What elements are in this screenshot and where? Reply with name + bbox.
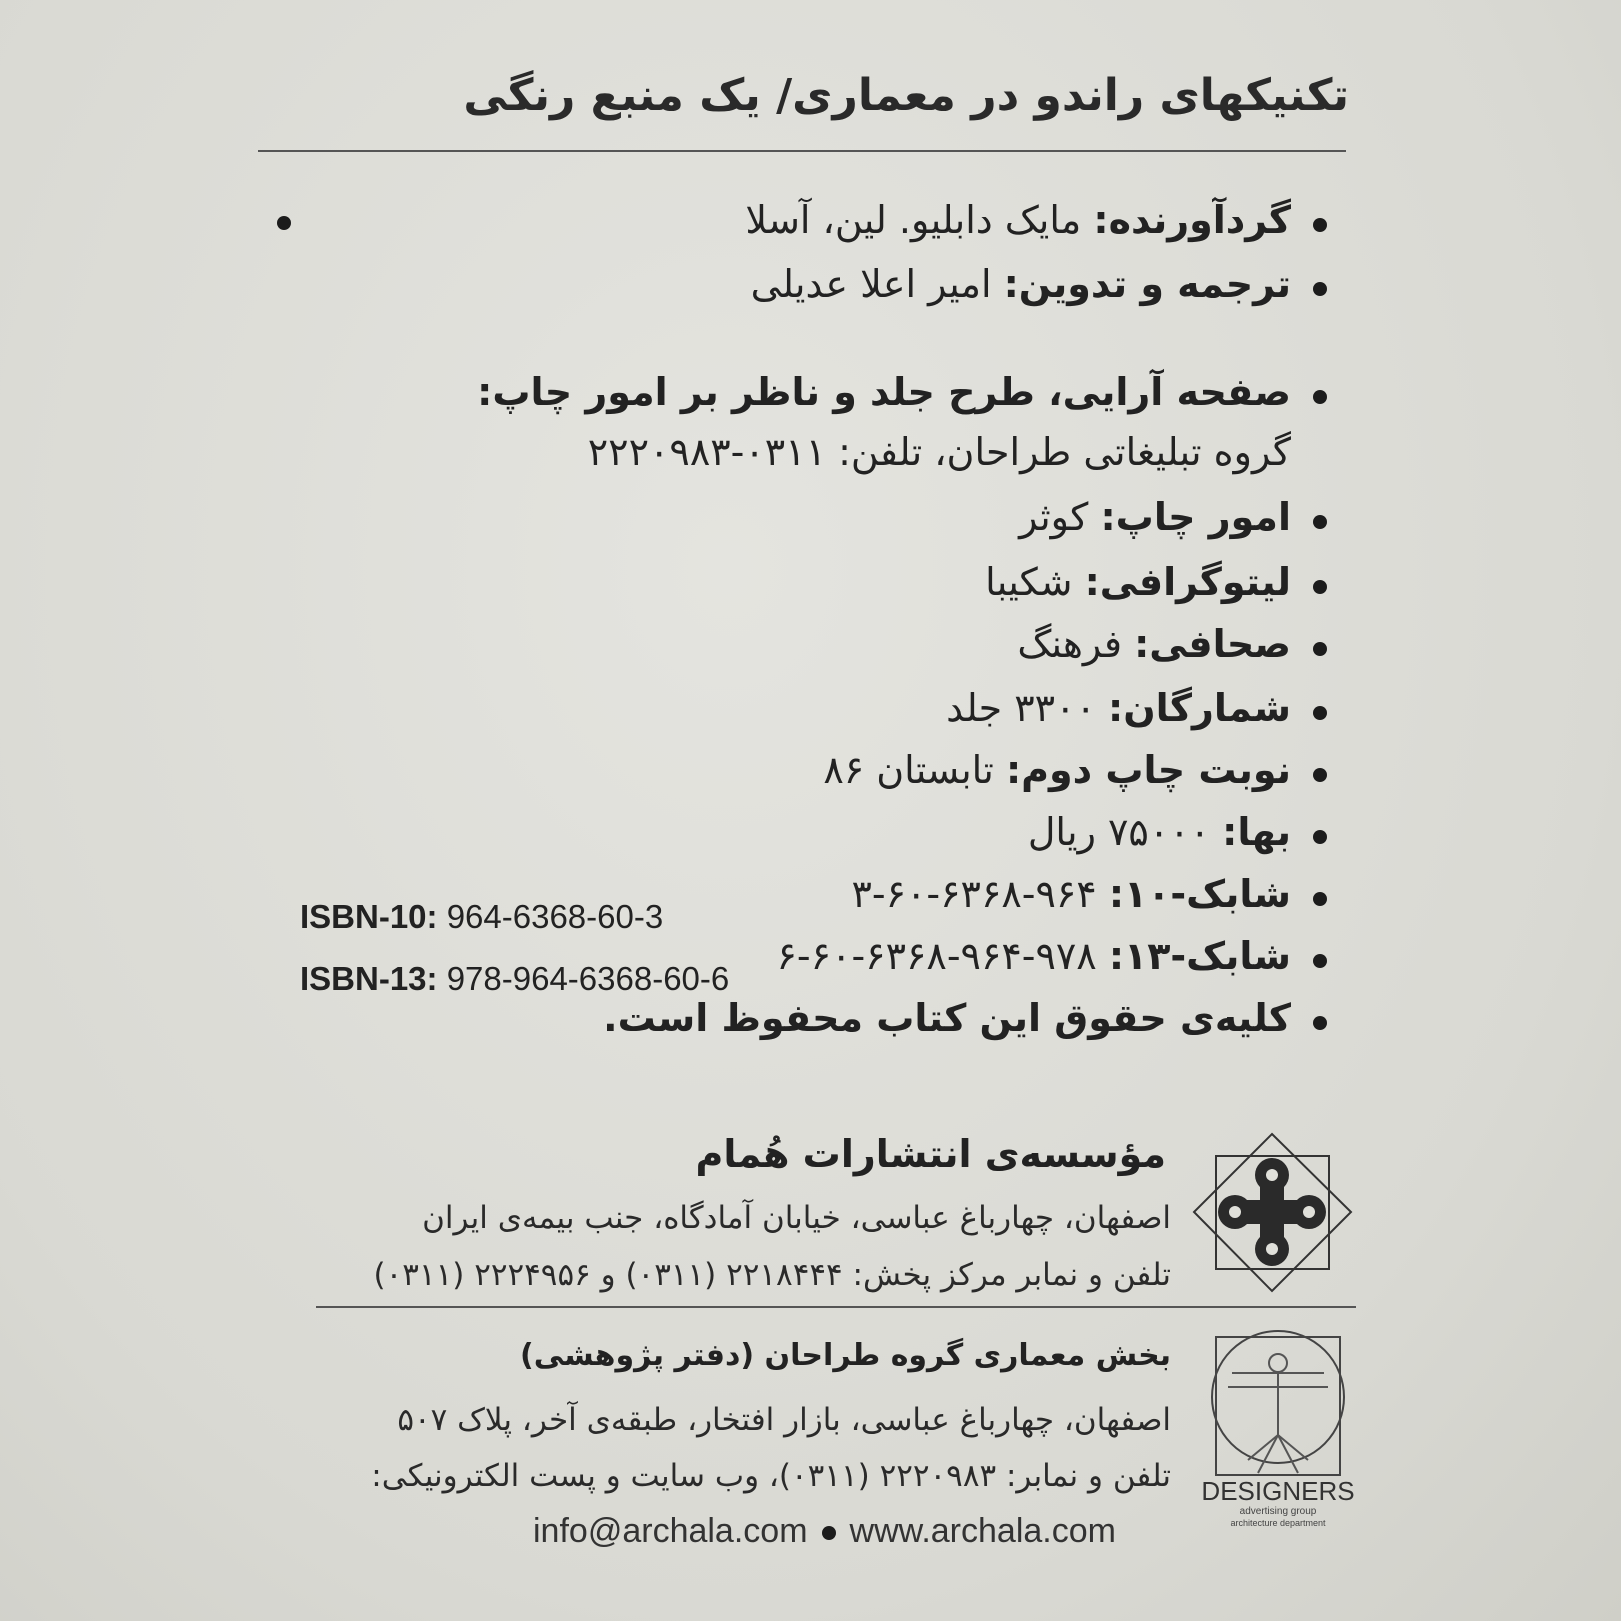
credit-value: ۷۵۰۰۰ ریال (1027, 810, 1211, 854)
credit-item (588, 430, 1291, 474)
credit-value: ۳۳۰۰ جلد (946, 686, 1096, 730)
email-link[interactable]: info@archala.com (533, 1512, 808, 1550)
credit-item (946, 686, 1291, 730)
credit-value: گروه تبلیغاتی طراحان، تلفن: ۰۳۱۱-۲۲۲۰۹۸۳ (587, 430, 1291, 474)
bullet-icon (1313, 1016, 1327, 1030)
credit-item (745, 198, 1291, 242)
bullet-icon (277, 216, 291, 230)
credit-value: کوثر (1019, 495, 1089, 539)
department-address: اصفهان، چهارباغ عباسی، بازار افتخار، طبقه‌ی آخر، پلاک ۵۰۷ (397, 1402, 1171, 1438)
svg-text:advertising group: advertising group (1239, 1506, 1317, 1517)
credit-value: فرهنگ (1017, 622, 1122, 666)
bullet-icon (1313, 515, 1327, 529)
contact-links (533, 1512, 1116, 1551)
bullet-icon (1313, 282, 1327, 296)
publisher-name: مؤسسه‌ی انتشارات هُمام (695, 1132, 1166, 1176)
bullet-icon (1313, 642, 1327, 656)
credit-item (603, 996, 1291, 1040)
department-phone: تلفن و نمابر: ۲۲۲۰۹۸۳ (۰۳۱۱)، وب سایت و پست الکترونیکی: (371, 1458, 1171, 1494)
svg-text:DESIGNERS: DESIGNERS (1201, 1476, 1355, 1506)
designers-logo-icon (1198, 1325, 1358, 1535)
top-divider (258, 150, 1346, 152)
credit-label: ترجمه و تدوین: (1003, 262, 1291, 306)
credit-item (751, 262, 1291, 306)
credit-label: کلیه‌ی حقوق این کتاب محفوظ است. (603, 996, 1291, 1040)
credit-value: ۹۷۸-۹۶۴-۶۳۶۸-۶۰-۶ (776, 934, 1097, 978)
publisher-phone: تلفن و نمابر مرکز پخش: ۲۲۱۸۴۴۴ (۰۳۱۱) و ۲۲۲۴۹۵۶ (۰۳۱۱) (373, 1257, 1171, 1293)
svg-text:architecture department: architecture department (1230, 1518, 1326, 1528)
publisher-address: اصفهان، چهارباغ عباسی، خیابان آمادگاه، جنب بیمه‌ی ایران (422, 1200, 1171, 1236)
bullet-icon (1313, 580, 1327, 594)
credit-item (776, 934, 1291, 978)
website-link[interactable]: www.archala.com (849, 1512, 1116, 1550)
isbn13-latin: ISBN-13: 978-964-6368-60-6 (300, 960, 730, 997)
bullet-icon (1313, 706, 1327, 720)
isbn10-latin: ISBN-10: 964-6368-60-3 (300, 898, 664, 935)
bullet-icon (1313, 954, 1327, 968)
credit-label: صفحه آرایی، طرح جلد و ناظر بر امور چاپ: (477, 370, 1291, 414)
credit-value: شکیبا (985, 560, 1073, 604)
credit-item (823, 748, 1291, 792)
bullet-icon (1313, 768, 1327, 782)
bullet-icon (1313, 892, 1327, 906)
bullet-icon (1313, 390, 1327, 404)
credit-label: شابک-۱۳: (1108, 934, 1291, 978)
credit-label: لیتوگرافی: (1084, 560, 1291, 604)
bullet-icon (1313, 830, 1327, 844)
credit-value: تابستان ۸۶ (823, 748, 994, 792)
credit-label: شابک-۱۰: (1108, 872, 1291, 916)
bullet-icon (822, 1526, 836, 1540)
credit-label: امور چاپ: (1100, 495, 1291, 539)
credit-label: گردآورنده: (1093, 198, 1291, 242)
credit-item (1017, 622, 1291, 666)
credit-label: صحافی: (1134, 622, 1291, 666)
credit-item (1028, 810, 1291, 854)
credit-item (985, 560, 1291, 604)
bullet-icon (1313, 218, 1327, 232)
credit-label: شمارگان: (1108, 686, 1291, 730)
credit-value: امیر اعلا عدیلی (750, 262, 992, 306)
credit-label: نوبت چاپ دوم: (1005, 748, 1291, 792)
credit-item (851, 872, 1291, 916)
credit-item (477, 370, 1291, 414)
credit-value: ۹۶۴-۶۳۶۸-۶۰-۳ (851, 872, 1097, 916)
department-name: بخش معماری گروه طراحان (دفتر پژوهشی) (520, 1338, 1171, 1373)
middle-divider (316, 1306, 1356, 1308)
credit-value: مایک دابلیو. لین، آسلا (745, 198, 1082, 242)
credit-label: بها: (1222, 810, 1291, 854)
credit-item (1019, 495, 1291, 539)
publisher-logo-icon (1190, 1130, 1355, 1295)
book-title: تکنیکهای راندو در معماری/ یک منبع رنگی (463, 70, 1349, 121)
